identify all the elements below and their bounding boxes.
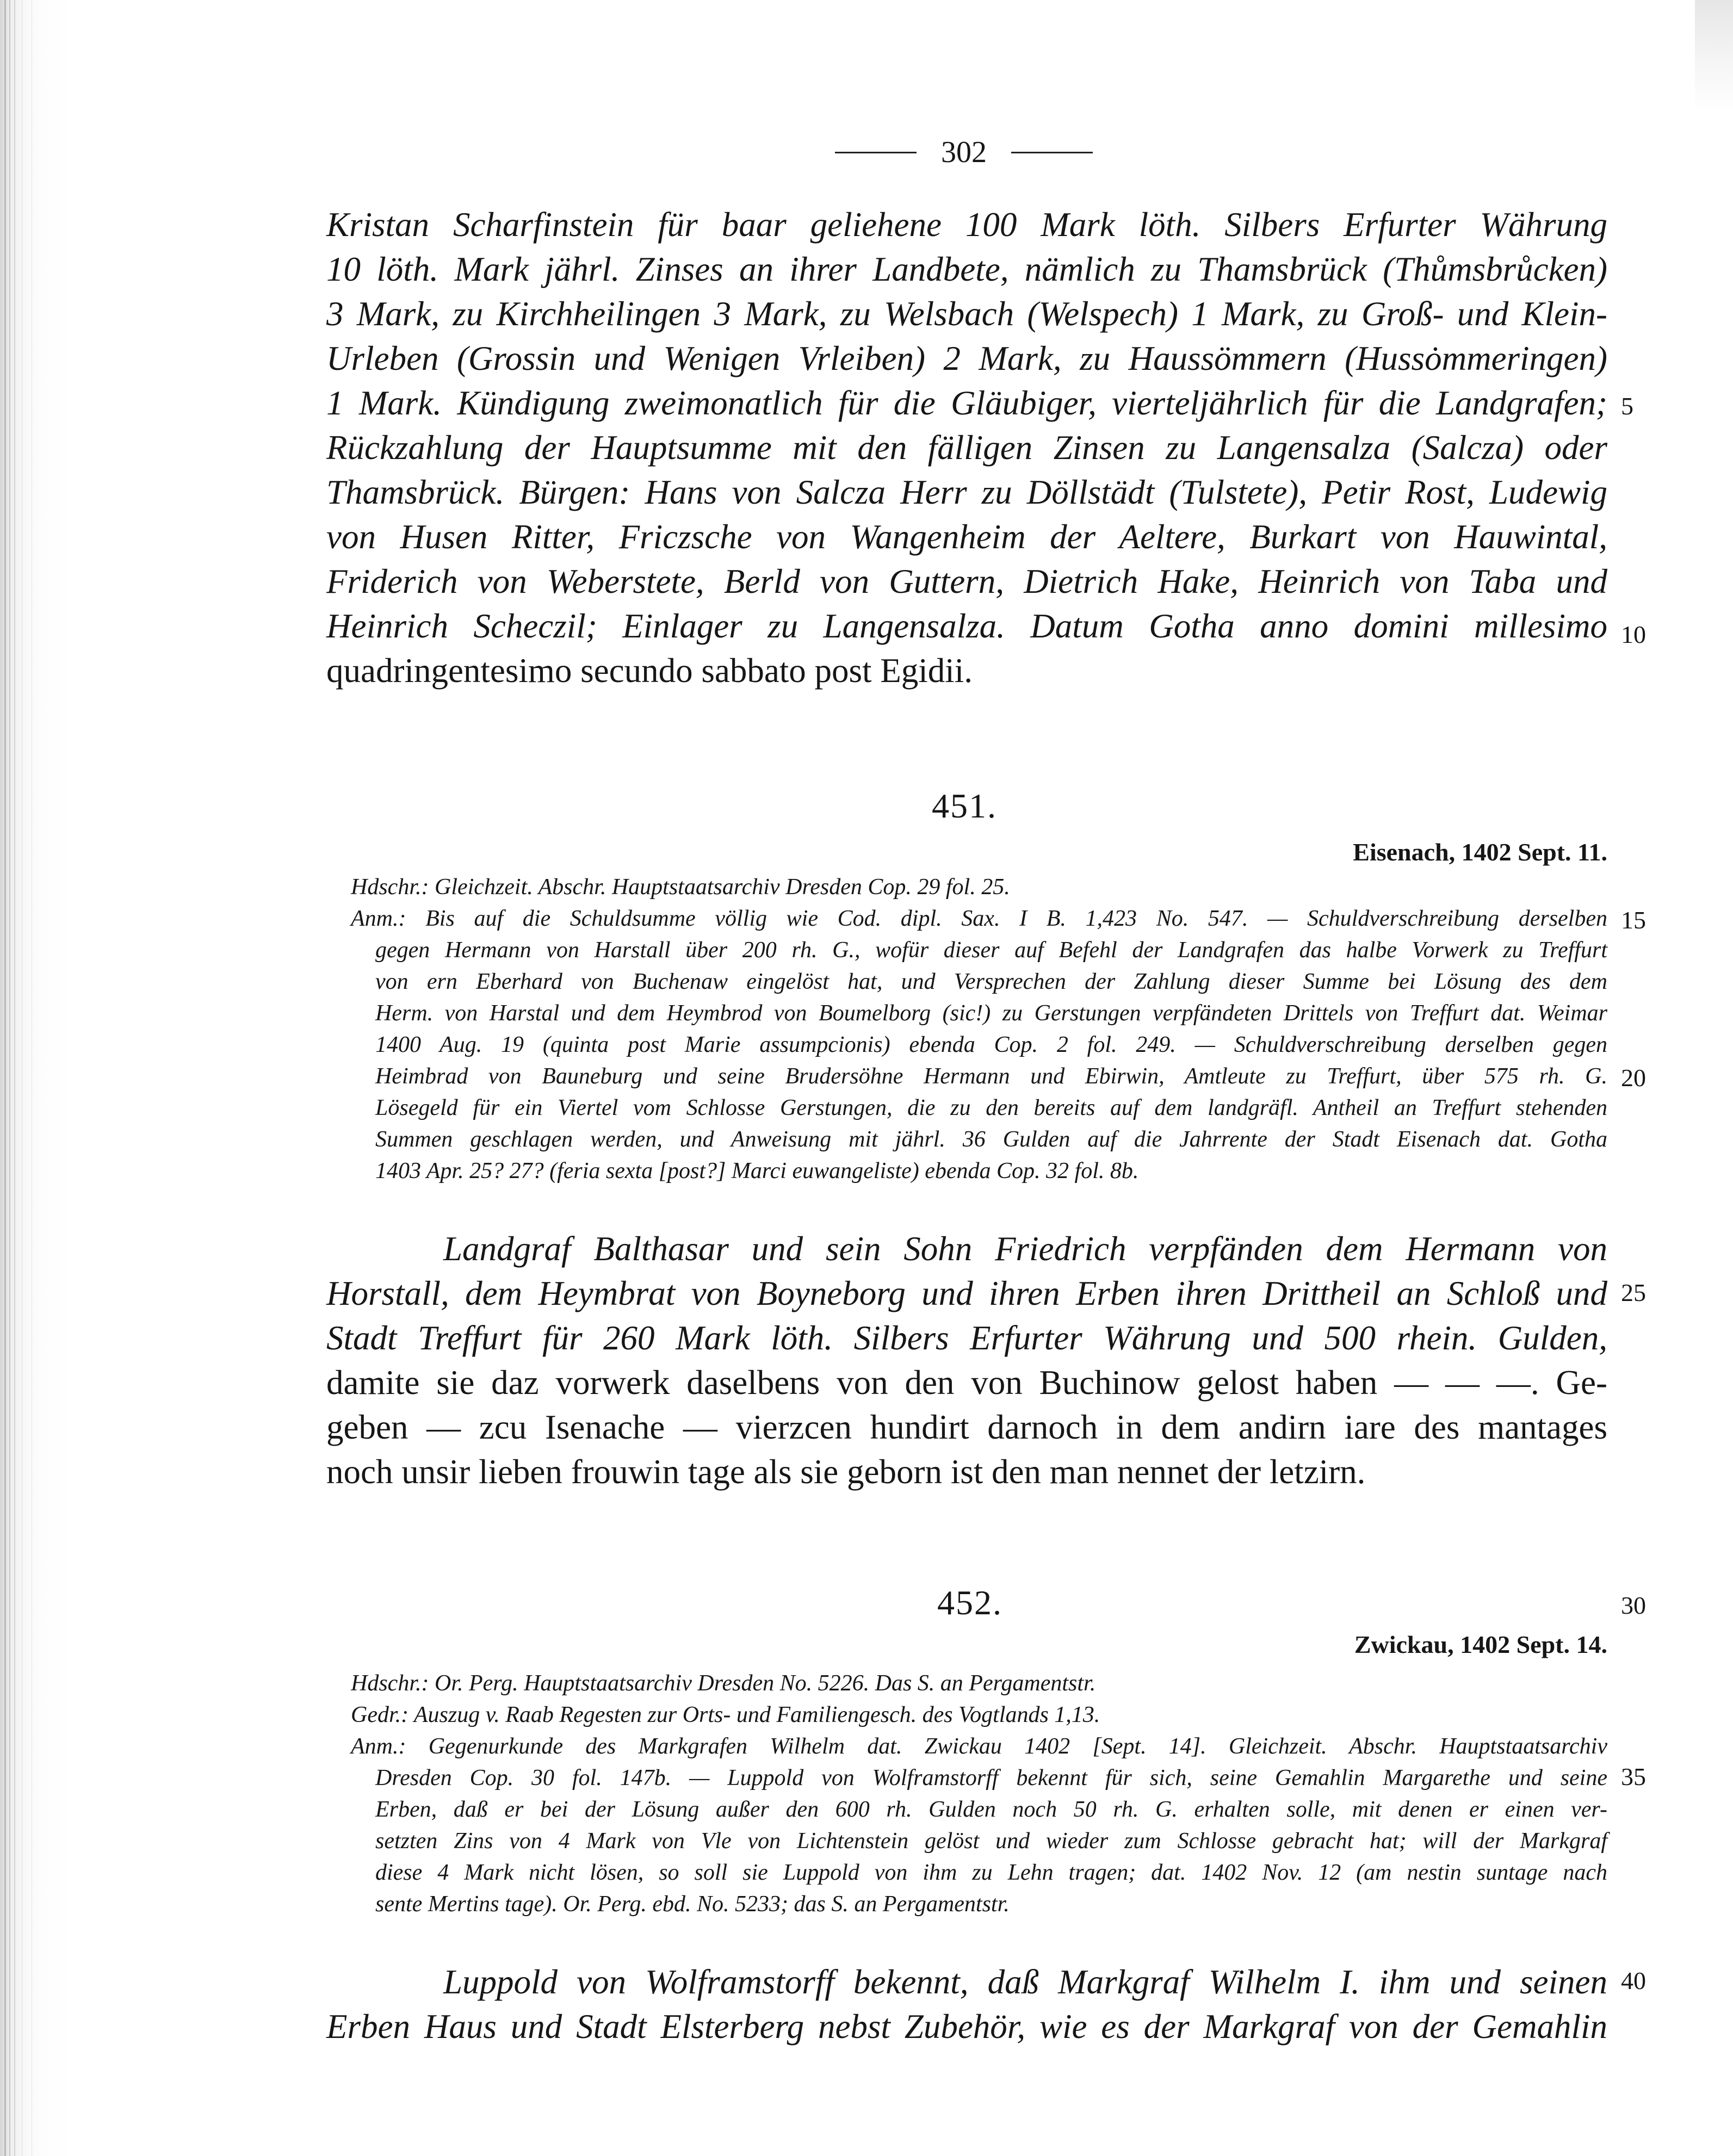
place-date-452: Zwickau, 1402 Sept. 14. xyxy=(1354,1631,1607,1658)
text-line: damite sie daz vorwerk daselbens von den von Buchinow gelost haben — — —. Ge- xyxy=(326,1364,1607,1402)
text-line: Kristan Scharfinstein für baar geliehene 100 Mark löth. Silbers Erfurter Währung xyxy=(326,206,1607,244)
note-line: setzten Zins von 4 Mark von Vle von Lichtenstein gelöst und wieder zum Schlosse gebracht hat; will der Markgraf xyxy=(375,1829,1607,1854)
text-line: geben — zcu Isenache — vierzcen hundirt darnoch in dem andirn iare des mantages xyxy=(326,1408,1607,1446)
text-line: Thamsbrück. Bürgen: Hans von Salcza Herr zu Döllstädt (Tulstete), Petir Rost, Ludewig xyxy=(326,473,1607,511)
document-number-452: 452. xyxy=(937,1583,1002,1622)
page-header xyxy=(810,131,1117,174)
note-line: Hdschr.: Gleichzeit. Abschr. Hauptstaatsarchiv Dresden Cop. 29 fol. 25. xyxy=(351,875,1010,900)
note-line: Anm.: Bis auf die Schuldsumme völlig wie Cod. dipl. Sax. I B. 1,423 No. 547. — Schuldverschreibung derselben xyxy=(351,906,1607,931)
text-line: Rückzahlung der Hauptsumme mit den fälligen Zinsen zu Langensalza (Salcza) oder xyxy=(326,429,1607,467)
previous-document-continuation xyxy=(326,202,1607,693)
text-line: 1 Mark. Kündigung zweimonatlich für die Gläubiger, vierteljährlich für die Landgrafen; xyxy=(326,384,1607,422)
note-line: Dresden Cop. 30 fol. 147b. — Luppold von Wolframstorff bekennt für sich, seine Gemahlin Margarethe und seine xyxy=(375,1765,1607,1791)
line-number: 30 xyxy=(1621,1591,1646,1619)
note-line: Heimbrad von Bauneburg und seine Brudersöhne Hermann und Ebirwin, Amtleute zu Treffurt, über 575 rh. G. xyxy=(375,1064,1607,1089)
text-line: Urleben (Grossin und Wenigen Vrleiben) 2 Mark, zu Haussömmern (Hussȯmmeringen) xyxy=(326,339,1607,377)
document-text-452 xyxy=(326,1960,1607,2049)
note-line: 1400 Aug. 19 (quinta post Marie assumpcionis) ebenda Cop. 2 fol. 249. — Schuldverschreibung derselben gegen xyxy=(375,1032,1607,1057)
line-number: 25 xyxy=(1621,1279,1646,1306)
note-line: 1403 Apr. 25? 27? (feria sexta [post?] Marci euwangeliste) ebenda Cop. 32 fol. 8b. xyxy=(375,1158,1139,1184)
note-line: Gedr.: Auszug v. Raab Regesten zur Orts- und Familiengesch. des Vogtlands 1,13. xyxy=(351,1702,1100,1727)
note-line: gegen Hermann von Harstall über 200 rh. G., wofür dieser auf Befehl der Landgrafen das halbe Vorwerk zu Treffurt xyxy=(375,938,1607,963)
line-number: 5 xyxy=(1621,392,1633,420)
text-line: von Husen Ritter, Friczsche von Wangenheim der Aeltere, Burkart von Hauwintal, xyxy=(326,518,1607,556)
note-line: diese 4 Mark nicht lösen, so soll sie Luppold von ihm zu Lehn tragen; dat. 1402 Nov. 12 (am nestin suntage nach xyxy=(375,1860,1607,1885)
text-line: 3 Mark, zu Kirchheilingen 3 Mark, zu Welsbach (Welspech) 1 Mark, zu Groß- und Klein- xyxy=(326,295,1607,333)
text-line: Stadt Treffurt für 260 Mark löth. Silbers Erfurter Währung und 500 rhein. Gulden, xyxy=(326,1319,1607,1357)
apparatus-452 xyxy=(351,1668,1607,1920)
apparatus-451 xyxy=(351,871,1607,1187)
note-line: sente Mertins tage). Or. Perg. ebd. No. 5233; das S. an Pergamentstr. xyxy=(375,1892,1010,1917)
note-line: Hdschr.: Or. Perg. Hauptstaatsarchiv Dresden No. 5226. Das S. an Pergamentstr. xyxy=(351,1671,1096,1696)
place-date-451: Eisenach, 1402 Sept. 11. xyxy=(1353,838,1607,866)
line-number: 15 xyxy=(1621,906,1646,934)
note-line: Erben, daß er bei der Lösung außer den 600 rh. Gulden noch 50 rh. G. erhalten solle, mit denen er einen ver- xyxy=(375,1797,1607,1822)
note-line: Lösegeld für ein Viertel vom Schlosse Gerstungen, die zu den bereits auf dem landgräfl. Antheil an Treffurt stehenden xyxy=(375,1095,1607,1120)
text-line: Horstall, dem Heymbrat von Boyneborg und ihren Erben ihren Drittheil an Schloß und xyxy=(326,1274,1607,1312)
header-rule-left xyxy=(835,152,917,153)
document-number-451: 451. xyxy=(932,786,997,825)
text-line: Erben Haus und Stadt Elsterberg nebst Zubehör, wie es der Markgraf von der Gemahlin xyxy=(326,2008,1607,2046)
text-line: Landgraf Balthasar und sein Sohn Friedrich verpfänden dem Hermann von xyxy=(443,1230,1607,1268)
line-number: 20 xyxy=(1621,1064,1646,1092)
text-line: Friderich von Weberstete, Berld von Guttern, Dietrich Hake, Heinrich von Taba und xyxy=(326,562,1607,600)
note-line: Summen geschlagen werden, und Anweisung mit jährl. 36 Gulden auf die Jahrrente der Stadt Eisenach dat. Gotha xyxy=(375,1127,1607,1152)
text-line: 10 löth. Mark jährl. Zinses an ihrer Landbete, nämlich zu Thamsbrück (Thůmsbrůcken) xyxy=(326,250,1607,288)
line-number: 10 xyxy=(1621,621,1646,648)
note-line: von ern Eberhard von Buchenaw eingelöst hat, und Versprechen der Zahlung dieser Summe bei Lösung des dem xyxy=(375,969,1607,994)
text-line: quadringentesimo secundo sabbato post Egidii. xyxy=(326,652,973,690)
text-line: Heinrich Scheczil; Einlager zu Langensalza. Datum Gotha anno domini millesimo xyxy=(326,607,1607,645)
page-number: 302 xyxy=(941,135,987,169)
header-rule-right xyxy=(1011,152,1093,153)
line-number: 35 xyxy=(1621,1763,1646,1791)
text-line: Luppold von Wolframstorff bekennt, daß Markgraf Wilhelm I. ihm und seinen xyxy=(443,1963,1607,2001)
line-number: 40 xyxy=(1621,1967,1646,1994)
note-line: Anm.: Gegenurkunde des Markgrafen Wilhelm dat. Zwickau 1402 [Sept. 14]. Gleichzeit. Abschr. Hauptstaatsarchiv xyxy=(351,1734,1607,1759)
note-line: Herm. von Harstal und dem Heymbrod von Boumelborg (sic!) zu Gerstungen verpfändeten Drittels von Treffurt dat. Weimar xyxy=(375,1001,1607,1026)
document-text-451 xyxy=(326,1226,1607,1494)
text-line: noch unsir lieben frouwin tage als sie geborn ist den man nennet der letzirn. xyxy=(326,1453,1366,1491)
